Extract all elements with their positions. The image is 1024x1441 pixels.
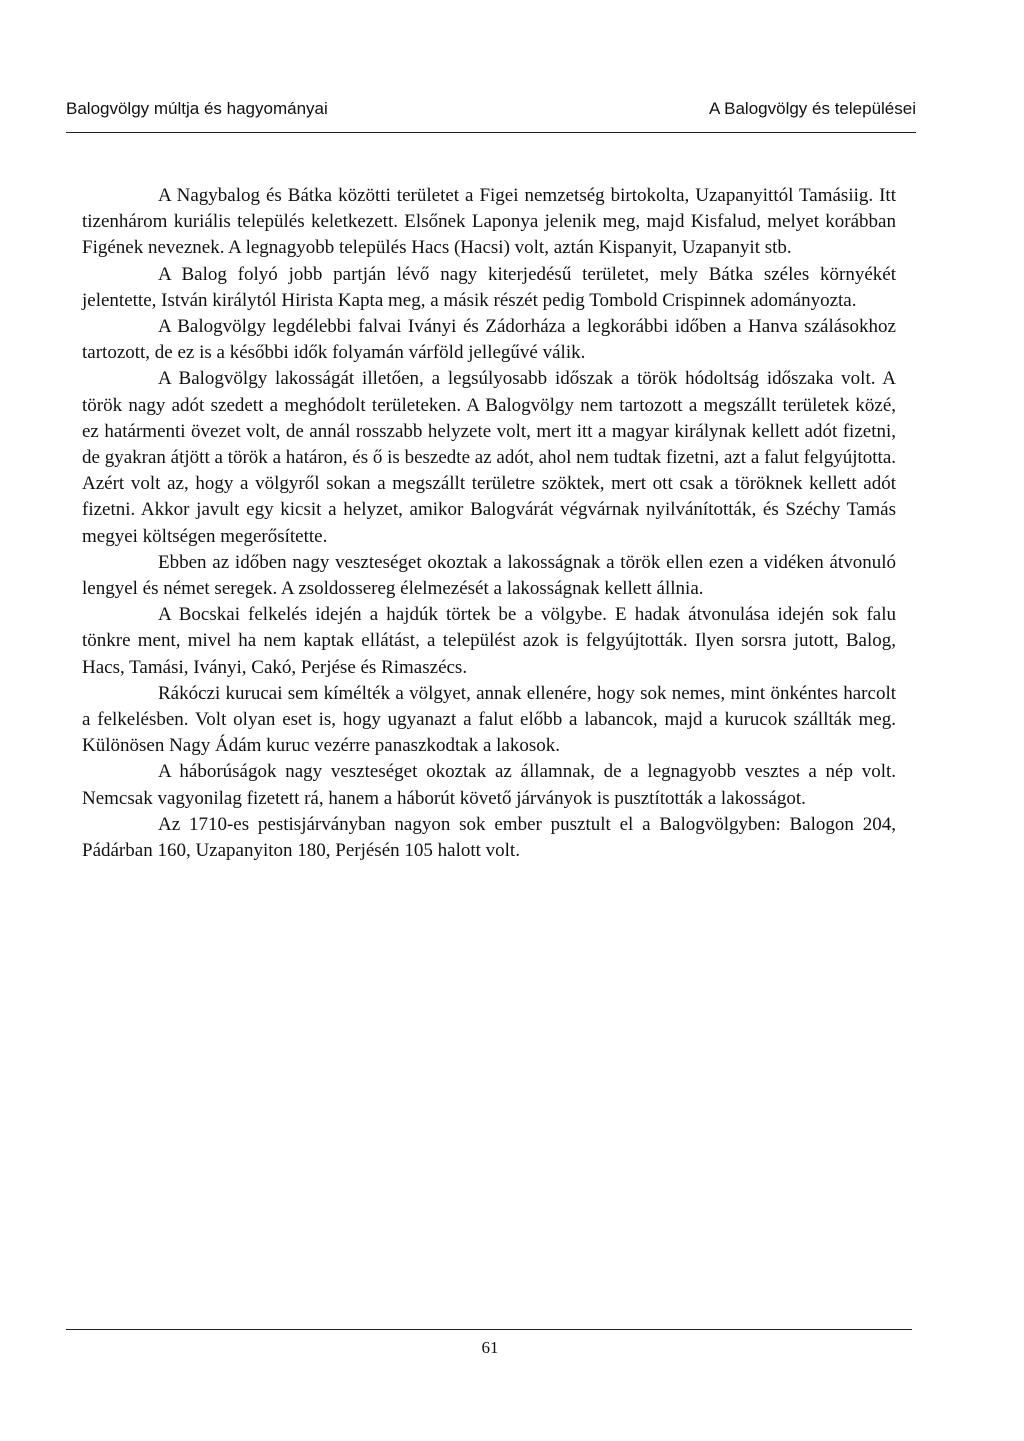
book-title: Balogvölgy múltja és hagyományai — [66, 99, 328, 118]
chapter-title: A Balogvölgy és települései — [709, 99, 916, 118]
paragraph: A Balog folyó jobb partján lévő nagy kiterjedésű területet, mely Bátka széles környékét jelentette, István királytól Hirista Kapta meg, a másik részét pedig Tombold Crispinnek adományozta. — [82, 263, 896, 311]
page-number: 61 — [481, 1338, 499, 1357]
body-text — [82, 183, 896, 864]
paragraph: A háborúságok nagy veszteséget okoztak az államnak, de a legnagyobb vesztes a nép volt. Nemcsak vagyonilag fizetett rá, hanem a háborút követő járványok is pusztították a lakosságot. — [82, 761, 896, 809]
running-header — [66, 96, 916, 133]
paragraph: A Balogvölgy lakosságát illetően, a legsúlyosabb időszak a török hódoltság időszaka volt. A török nagy adót szedett a meghódolt területeken. A Balogvölgy nem tartozott a megszállt területek közé, ez határmenti övezet volt, de annál rosszabb helyzete volt, mert itt a magyar királynak kellett adót fizetni, de gyakran átjött a török a határon, és ő is beszedte az adót, ahol nem tudtak fizetni, azt a falut felgyújtotta. Azért volt az, hogy a völgyről sokan a megszállt területre szöktek, mert ott csak a töröknek kellett adót fizetni. Akkor javult egy kicsit a helyzet, amikor Balogvárát végvárnak nyilvánították, és Széchy Tamás megyei költségen megerősítette. — [82, 368, 896, 547]
paragraph: Rákóczi kurucai sem kímélték a völgyet, annak ellenére, hogy sok nemes, mint önkéntes harcolt a felkelésben. Volt olyan eset is, hogy ugyanazt a falut előbb a labancok, majd a kurucok szállták meg. Különösen Nagy Ádám kuruc vezérre panaszkodtak a lakosok. — [82, 682, 896, 757]
paragraph: Ebben az időben nagy veszteséget okoztak a lakosságnak a török ellen ezen a vidéken átvonuló lengyel és német seregek. A zsoldossereg élelmezését a lakosságnak kellett állnia. — [82, 551, 896, 600]
paragraph: A Balogvölgy legdélebbi falvai Iványi és Zádorháza a legkorábbi időben a Hanva szálásokhoz tartozott, de ez is a későbbi idők folyamán várföld jellegűvé válik. — [82, 316, 896, 364]
footer-divider — [66, 1329, 912, 1330]
paragraph: A Nagybalog és Bátka közötti területet a Figei nemzetség birtokolta, Uzapanyittól Tamásiig. Itt tizenhárom kuriális település keletkezett. Elsőnek Laponya jelenik meg, majd Kisfalud, melyet korábban Figének neveznek. A legnagyobb település Hacs (Hacsi) volt, aztán Kispanyit, Uzapanyit stb. — [82, 185, 896, 259]
paragraph: Az 1710-es pestisjárványban nagyon sok ember pusztult el a Balogvölgyben: Balogon 204, Pádárban 160, Uzapanyiton 180, Perjésén 105 halott volt. — [82, 813, 896, 862]
paragraph: A Bocskai felkelés idején a hajdúk törtek be a völgybe. E hadak átvonulása idején sok falu tönkre ment, mivel ha nem kaptak ellátást, a települést azok is felgyújtották. Ilyen sorsra jutott, Balog, Hacs, Tamási, Iványi, Cakó, Perjése és Rimaszécs. — [82, 604, 896, 678]
